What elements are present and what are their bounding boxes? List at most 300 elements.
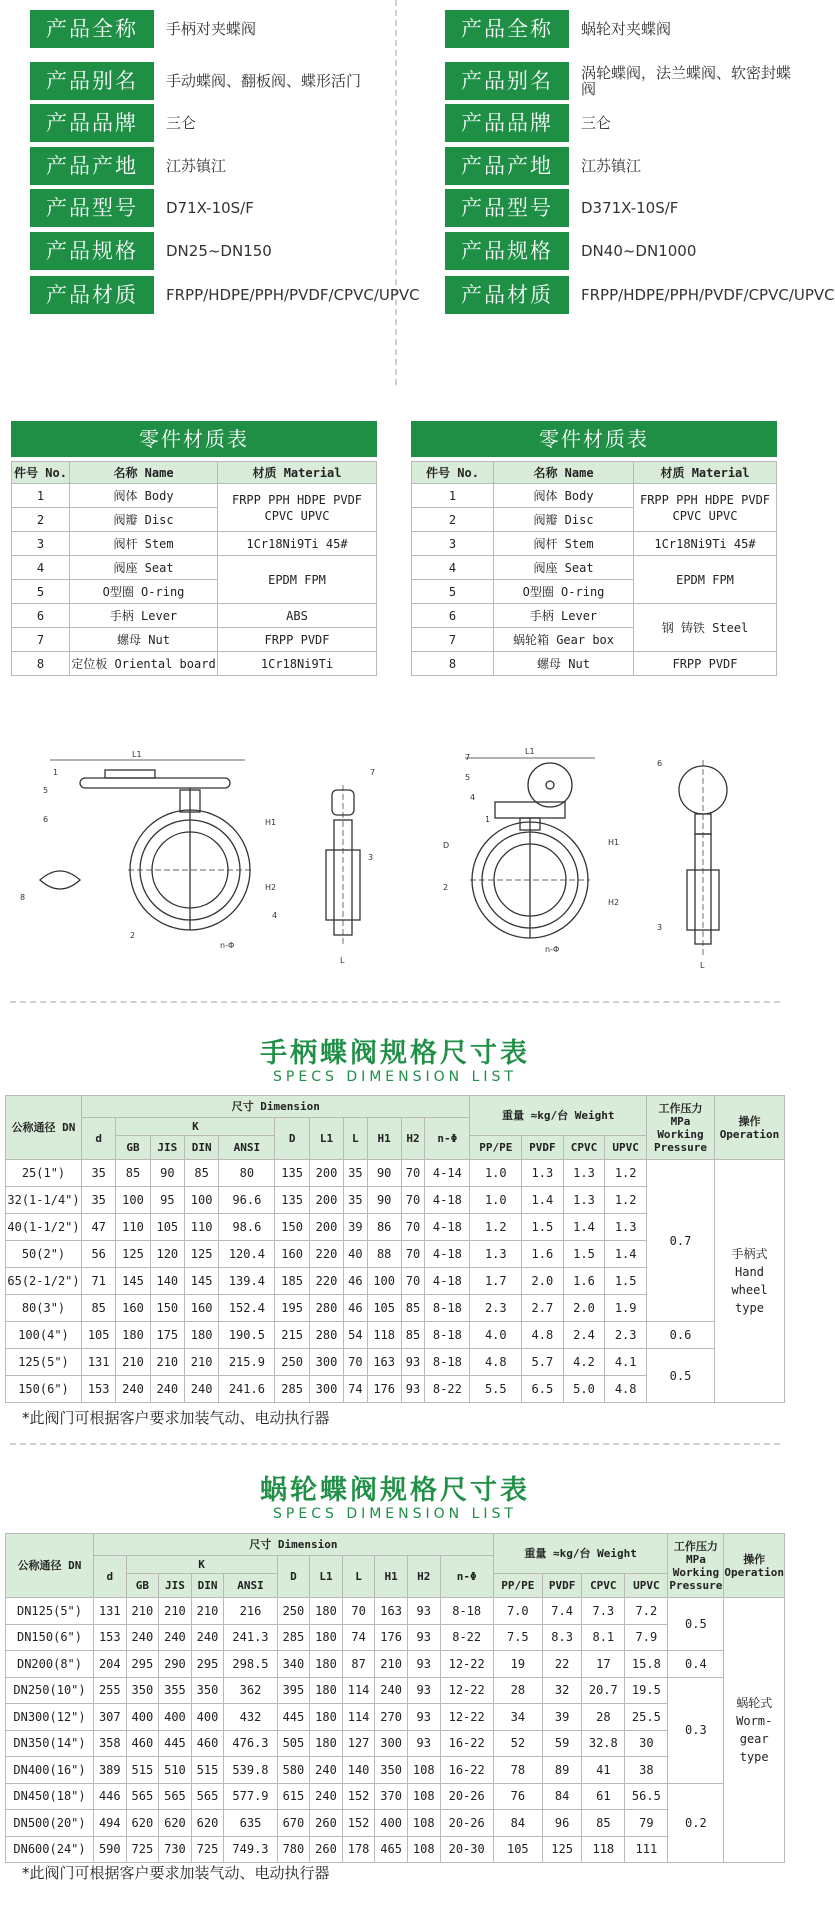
table-cell: 40(1-1/2") — [6, 1214, 82, 1241]
table-cell: 86 — [367, 1214, 401, 1241]
table-cell: 4-18 — [425, 1187, 470, 1214]
label-D: D — [443, 841, 450, 850]
table-cell: 90 — [150, 1160, 184, 1187]
section-divider — [10, 1001, 780, 1003]
table-cell: 140 — [342, 1757, 375, 1784]
info-row — [445, 147, 805, 185]
label-L1: L1 — [525, 747, 535, 756]
table-cell: 8.1 — [582, 1624, 625, 1651]
h-pressure: 工作压力 MPa Working Pressure — [668, 1534, 724, 1598]
table-cell: 32 — [542, 1677, 582, 1704]
table-cell: 35 — [344, 1187, 367, 1214]
label-L: L — [340, 956, 345, 965]
table-cell: 38 — [625, 1757, 668, 1784]
table-cell: 510 — [159, 1757, 192, 1784]
h-L1: L1 — [310, 1556, 343, 1598]
table-cell: 34 — [493, 1704, 542, 1731]
table-cell: 270 — [375, 1704, 408, 1731]
table-cell: 30 — [625, 1730, 668, 1757]
info-value: 三仑 — [166, 114, 197, 132]
table-cell: 17 — [582, 1651, 625, 1678]
table-cell: 35 — [82, 1160, 116, 1187]
table-cell: 185 — [275, 1268, 309, 1295]
h-upvc: UPVC — [605, 1136, 647, 1160]
h-operation: 操作 Operation — [715, 1096, 785, 1160]
table-cell: 355 — [159, 1677, 192, 1704]
table-cell: 1.3 — [522, 1160, 564, 1187]
table-cell: 280 — [309, 1295, 343, 1322]
table-cell: 131 — [94, 1598, 127, 1625]
table-cell: 46 — [344, 1268, 367, 1295]
table-cell: 40 — [344, 1241, 367, 1268]
table-cell: 190.5 — [219, 1322, 275, 1349]
table-cell: 400 — [375, 1810, 408, 1837]
table-cell: 240 — [150, 1376, 184, 1403]
table-cell: 255 — [94, 1677, 127, 1704]
spec1-table — [5, 1095, 785, 1403]
table-cell: 5.7 — [522, 1349, 564, 1376]
label-5: 5 — [465, 773, 471, 782]
table-cell: 70 — [401, 1268, 424, 1295]
table-row: 4 阀座 Seat EPDM FPM — [412, 556, 777, 580]
label-H2: H2 — [608, 898, 620, 907]
h-jis: JIS — [150, 1136, 184, 1160]
table-cell: 93 — [407, 1677, 440, 1704]
table-cell: 250 — [277, 1598, 310, 1625]
table-cell: 93 — [407, 1651, 440, 1678]
table-cell: 125 — [542, 1836, 582, 1863]
label-2: 2 — [130, 931, 136, 940]
table-cell: 131 — [82, 1349, 116, 1376]
table-cell: 80(3") — [6, 1295, 82, 1322]
h-upvc: UPVC — [625, 1574, 668, 1598]
h-H1: H1 — [367, 1118, 401, 1160]
table-row: 8 螺母 Nut FRPP PVDF — [412, 652, 777, 676]
table-cell: 1.6 — [563, 1268, 605, 1295]
table-cell: 93 — [407, 1598, 440, 1625]
operation-cell: 手柄式 Hand wheel type — [715, 1160, 785, 1403]
info-row — [30, 147, 390, 185]
table-cell: 8-22 — [425, 1376, 470, 1403]
table-cell: 15.8 — [625, 1651, 668, 1678]
table-cell: 160 — [184, 1295, 218, 1322]
table-cell: 370 — [375, 1783, 408, 1810]
parts-material-table — [11, 461, 377, 676]
table-cell: DN250(10") — [6, 1677, 94, 1704]
table-cell: 241.6 — [219, 1376, 275, 1403]
table-cell: 6.5 — [522, 1376, 564, 1403]
h-pppe: PP/PE — [493, 1574, 542, 1598]
table-cell: 7.2 — [625, 1598, 668, 1625]
table-cell: 176 — [375, 1624, 408, 1651]
table-cell: 2.0 — [563, 1295, 605, 1322]
table-cell: 240 — [126, 1624, 159, 1651]
table-cell: 300 — [309, 1376, 343, 1403]
table-cell: 100(4") — [6, 1322, 82, 1349]
table-cell: 111 — [625, 1836, 668, 1863]
info-row — [30, 62, 390, 100]
table-cell: 210 — [159, 1598, 192, 1625]
spec2-table — [5, 1533, 785, 1863]
table-cell: 25(1") — [6, 1160, 82, 1187]
table-cell: 135 — [275, 1160, 309, 1187]
table-cell: DN350(14") — [6, 1730, 94, 1757]
table-cell: 96 — [542, 1810, 582, 1837]
h-din: DIN — [184, 1136, 218, 1160]
info-row — [30, 189, 390, 227]
table-cell: 1.9 — [605, 1295, 647, 1322]
table-cell: 210 — [375, 1651, 408, 1678]
table-cell: 1.7 — [470, 1268, 522, 1295]
table-cell: 280 — [309, 1322, 343, 1349]
table-cell: 153 — [82, 1376, 116, 1403]
table-cell: 20-26 — [440, 1783, 493, 1810]
table-cell: 5.0 — [563, 1376, 605, 1403]
label-6: 6 — [43, 815, 49, 824]
table-row — [6, 1598, 785, 1625]
info-row — [445, 232, 805, 270]
info-row — [445, 104, 805, 142]
table-cell: 160 — [116, 1295, 150, 1322]
table-cell: 1.6 — [522, 1241, 564, 1268]
info-value: D371X-10S/F — [581, 199, 679, 217]
table-cell: 240 — [310, 1757, 343, 1784]
pressure-cell: 0.3 — [668, 1677, 724, 1783]
table-cell: 670 — [277, 1810, 310, 1837]
table-cell: 362 — [224, 1677, 277, 1704]
table-cell: 350 — [375, 1757, 408, 1784]
table-cell: 85 — [401, 1322, 424, 1349]
info-row — [30, 10, 390, 48]
col-no: 件号 No. — [12, 462, 70, 484]
table-cell: DN450(18") — [6, 1783, 94, 1810]
table-cell: 178 — [342, 1836, 375, 1863]
table-cell: 4.8 — [522, 1322, 564, 1349]
table-row — [6, 1704, 785, 1731]
pressure-cell: 0.6 — [647, 1322, 715, 1349]
table-cell: 70 — [401, 1160, 424, 1187]
table-cell: 74 — [342, 1624, 375, 1651]
table-cell: 105 — [493, 1836, 542, 1863]
table-cell: 210 — [150, 1349, 184, 1376]
product-info-section — [0, 0, 835, 385]
label-n-phi: n-Φ — [220, 941, 235, 950]
table-cell: 93 — [407, 1730, 440, 1757]
pressure-cell: 0.5 — [668, 1598, 724, 1651]
table-cell: 505 — [277, 1730, 310, 1757]
h-dimension: 尺寸 Dimension — [94, 1534, 494, 1556]
h-din: DIN — [191, 1574, 224, 1598]
info-label: 产品别名 — [30, 62, 154, 100]
table-cell: 98.6 — [219, 1214, 275, 1241]
table-row: 4 阀座 Seat EPDM FPM — [12, 556, 377, 580]
info-value: 江苏镇江 — [581, 157, 642, 175]
table-cell: 635 — [224, 1810, 277, 1837]
label-3: 3 — [657, 923, 663, 932]
table-cell: 240 — [191, 1624, 224, 1651]
h-operation: 操作 Operation — [724, 1534, 785, 1598]
table-cell: 56.5 — [625, 1783, 668, 1810]
table-cell: 93 — [401, 1376, 424, 1403]
table-cell: 76 — [493, 1783, 542, 1810]
h-ansi: ANSI — [219, 1136, 275, 1160]
table-cell: 108 — [407, 1783, 440, 1810]
table-cell: 150 — [275, 1214, 309, 1241]
table-cell: 176 — [367, 1376, 401, 1403]
table-row: 8 定位板 Oriental board 1Cr18Ni9Ti — [12, 652, 377, 676]
table-cell: 105 — [82, 1322, 116, 1349]
table-cell: 96.6 — [219, 1187, 275, 1214]
table-cell: 195 — [275, 1295, 309, 1322]
info-row — [445, 10, 805, 48]
table-cell: 1.4 — [522, 1187, 564, 1214]
table-cell: 565 — [191, 1783, 224, 1810]
table-cell: 35 — [82, 1187, 116, 1214]
h-H1: H1 — [375, 1556, 408, 1598]
table-cell: 260 — [310, 1810, 343, 1837]
table-cell: 59 — [542, 1730, 582, 1757]
table-cell: 140 — [150, 1268, 184, 1295]
table-cell: 85 — [184, 1160, 218, 1187]
table-row: 3 阀杆 Stem 1Cr18Ni9Ti 45# — [412, 532, 777, 556]
spec1-subtitle: SPECS DIMENSION LIST — [273, 1069, 517, 1085]
label-2: 2 — [443, 883, 449, 892]
label-H1: H1 — [608, 838, 620, 847]
table-cell: 12-22 — [440, 1651, 493, 1678]
info-label: 产品规格 — [30, 232, 154, 270]
table-cell: 210 — [116, 1349, 150, 1376]
table-cell: 240 — [310, 1783, 343, 1810]
info-label: 产品全称 — [445, 10, 569, 48]
label-n-phi: n-Φ — [545, 945, 560, 954]
table-row: 1 阀体 Body FRPP PPH HDPE PVDF CPVC UPVC — [12, 484, 377, 508]
table-cell: 1.3 — [605, 1214, 647, 1241]
h-jis: JIS — [159, 1574, 192, 1598]
info-value: 手柄对夹蝶阀 — [166, 20, 257, 38]
table-cell: 70 — [342, 1598, 375, 1625]
table-cell: 175 — [150, 1322, 184, 1349]
h-gb: GB — [126, 1574, 159, 1598]
table-row — [6, 1836, 785, 1863]
table-cell: 71 — [82, 1268, 116, 1295]
h-d: d — [82, 1118, 116, 1160]
spec1-title: 手柄蝶阀规格尺寸表 — [260, 1038, 530, 1069]
table-cell: 515 — [191, 1757, 224, 1784]
table-row: 3 阀杆 Stem 1Cr18Ni9Ti 45# — [12, 532, 377, 556]
table-cell: 120.4 — [219, 1241, 275, 1268]
table-cell: 108 — [407, 1757, 440, 1784]
table-cell: 118 — [367, 1322, 401, 1349]
table-cell: 7.0 — [493, 1598, 542, 1625]
header-row — [6, 1096, 785, 1118]
table-cell: 1.4 — [563, 1214, 605, 1241]
table-cell: 395 — [277, 1677, 310, 1704]
table-row — [6, 1651, 785, 1678]
table-cell: 105 — [150, 1214, 184, 1241]
info-value: 涡轮蝶阀，法兰蝶阀、软密封蝶阀 — [581, 64, 792, 98]
table-cell: 7.9 — [625, 1624, 668, 1651]
label-3: 3 — [368, 853, 374, 862]
table-cell: DN400(16") — [6, 1757, 94, 1784]
table-cell: 446 — [94, 1783, 127, 1810]
table-cell: 240 — [116, 1376, 150, 1403]
table-cell: 241.3 — [224, 1624, 277, 1651]
table-cell: 340 — [277, 1651, 310, 1678]
table-cell: 80 — [219, 1160, 275, 1187]
label-4: 4 — [470, 793, 476, 802]
table-cell: 39 — [344, 1214, 367, 1241]
label-5: 5 — [43, 786, 49, 795]
h-nominal: 公称通径 DN — [6, 1096, 82, 1160]
table-cell: 70 — [401, 1187, 424, 1214]
h-D: D — [275, 1118, 309, 1160]
table-row: 6 手柄 Lever ABS — [12, 604, 377, 628]
table-cell: 400 — [159, 1704, 192, 1731]
parts-table-right — [411, 421, 777, 676]
table-cell: 145 — [184, 1268, 218, 1295]
table-cell: 515 — [126, 1757, 159, 1784]
table-cell: 90 — [367, 1187, 401, 1214]
table-cell: 1.2 — [605, 1187, 647, 1214]
table-cell: 4-18 — [425, 1241, 470, 1268]
table-cell: 590 — [94, 1836, 127, 1863]
table-cell: 153 — [94, 1624, 127, 1651]
table-row: 5 O型圈 O-ring — [412, 580, 777, 604]
table-cell: 110 — [184, 1214, 218, 1241]
table-cell: 93 — [401, 1349, 424, 1376]
h-gb: GB — [116, 1136, 150, 1160]
table-cell: 615 — [277, 1783, 310, 1810]
table-cell: 216 — [224, 1598, 277, 1625]
table-cell: 4-18 — [425, 1268, 470, 1295]
info-label: 产品材质 — [30, 276, 154, 314]
table-cell: 1.3 — [470, 1241, 522, 1268]
table-cell: 465 — [375, 1836, 408, 1863]
table-row — [6, 1730, 785, 1757]
h-H2: H2 — [407, 1556, 440, 1598]
label-7: 7 — [370, 768, 376, 777]
table-cell: 180 — [310, 1677, 343, 1704]
label-8: 8 — [20, 893, 26, 902]
table-cell: 84 — [493, 1810, 542, 1837]
table-row: 1 阀体 Body FRPP PPH HDPE PVDF CPVC UPVC — [412, 484, 777, 508]
table-cell: 32(1-1/4") — [6, 1187, 82, 1214]
table-cell: 85 — [401, 1295, 424, 1322]
table-cell: 105 — [367, 1295, 401, 1322]
table-cell: 150 — [150, 1295, 184, 1322]
table-cell: 1.0 — [470, 1160, 522, 1187]
table-cell: 78 — [493, 1757, 542, 1784]
table-cell: 20-26 — [440, 1810, 493, 1837]
table-cell: 22 — [542, 1651, 582, 1678]
table-cell: 87 — [342, 1651, 375, 1678]
label-6: 6 — [657, 759, 663, 768]
table-row — [6, 1160, 785, 1187]
info-label: 产品型号 — [445, 189, 569, 227]
table-cell: 88 — [367, 1241, 401, 1268]
table-cell: 285 — [275, 1376, 309, 1403]
h-pressure: 工作压力 MPa Working Pressure — [647, 1096, 715, 1160]
info-label: 产品型号 — [30, 189, 154, 227]
handle-valve-diagram — [10, 730, 390, 975]
table-cell: 125 — [116, 1241, 150, 1268]
pressure-cell: 0.5 — [647, 1349, 715, 1403]
parts-table-left — [11, 421, 377, 676]
h-pppe: PP/PE — [470, 1136, 522, 1160]
col-no: 件号 No. — [412, 462, 494, 484]
table-cell: 565 — [126, 1783, 159, 1810]
table-row: 6 手柄 Lever 钢 铸铁 Steel — [412, 604, 777, 628]
table-cell: 210 — [191, 1598, 224, 1625]
table-cell: 70 — [401, 1214, 424, 1241]
info-label: 产品品牌 — [30, 104, 154, 142]
info-value: D71X-10S/F — [166, 199, 254, 217]
gear-valve-diagram — [425, 730, 785, 975]
table-cell: 19 — [493, 1651, 542, 1678]
h-L: L — [344, 1118, 367, 1160]
table-cell: 20-30 — [440, 1836, 493, 1863]
table-cell: 204 — [94, 1651, 127, 1678]
table-cell: 2.3 — [470, 1295, 522, 1322]
info-row — [30, 232, 390, 270]
table-cell: 12-22 — [440, 1704, 493, 1731]
table-cell: 210 — [126, 1598, 159, 1625]
label-7: 7 — [465, 753, 471, 762]
column-divider — [395, 0, 397, 385]
table-cell: 200 — [309, 1160, 343, 1187]
table-cell: 120 — [150, 1241, 184, 1268]
table-row — [6, 1624, 785, 1651]
table-cell: 8-18 — [425, 1295, 470, 1322]
table-cell: 494 — [94, 1810, 127, 1837]
table-cell: 74 — [344, 1376, 367, 1403]
table-cell: 7.3 — [582, 1598, 625, 1625]
table-row: 7 螺母 Nut FRPP PVDF — [12, 628, 377, 652]
pressure-cell: 0.7 — [647, 1160, 715, 1322]
table-cell: 7.5 — [493, 1624, 542, 1651]
table-cell: 4-14 — [425, 1160, 470, 1187]
table-cell: 295 — [126, 1651, 159, 1678]
table-cell: 39 — [542, 1704, 582, 1731]
table-cell: 163 — [367, 1349, 401, 1376]
table-cell: 95 — [150, 1187, 184, 1214]
col-material: 材质 Material — [218, 462, 377, 484]
col-material: 材质 Material — [634, 462, 777, 484]
h-cpvc: CPVC — [582, 1574, 625, 1598]
table-cell: 114 — [342, 1704, 375, 1731]
table-cell: 749.3 — [224, 1836, 277, 1863]
header-row — [6, 1534, 785, 1556]
table-cell: 35 — [344, 1160, 367, 1187]
table-cell: 46 — [344, 1295, 367, 1322]
table-cell: 89 — [542, 1757, 582, 1784]
table-cell: 150(6") — [6, 1376, 82, 1403]
info-value: 三仑 — [581, 114, 612, 132]
table-cell: 580 — [277, 1757, 310, 1784]
table-cell: 565 — [159, 1783, 192, 1810]
table-cell: 127 — [342, 1730, 375, 1757]
table-cell: 240 — [184, 1376, 218, 1403]
info-row — [445, 276, 835, 314]
table-cell: 47 — [82, 1214, 116, 1241]
table-cell: 125(5") — [6, 1349, 82, 1376]
table-cell: 135 — [275, 1187, 309, 1214]
info-value: FRPP/HDPE/PPH/PVDF/CPVC/UPVC — [166, 286, 420, 304]
table-row — [6, 1322, 785, 1349]
parts-material-table — [411, 461, 777, 676]
info-label: 产品品牌 — [445, 104, 569, 142]
table-cell: 1.5 — [605, 1268, 647, 1295]
